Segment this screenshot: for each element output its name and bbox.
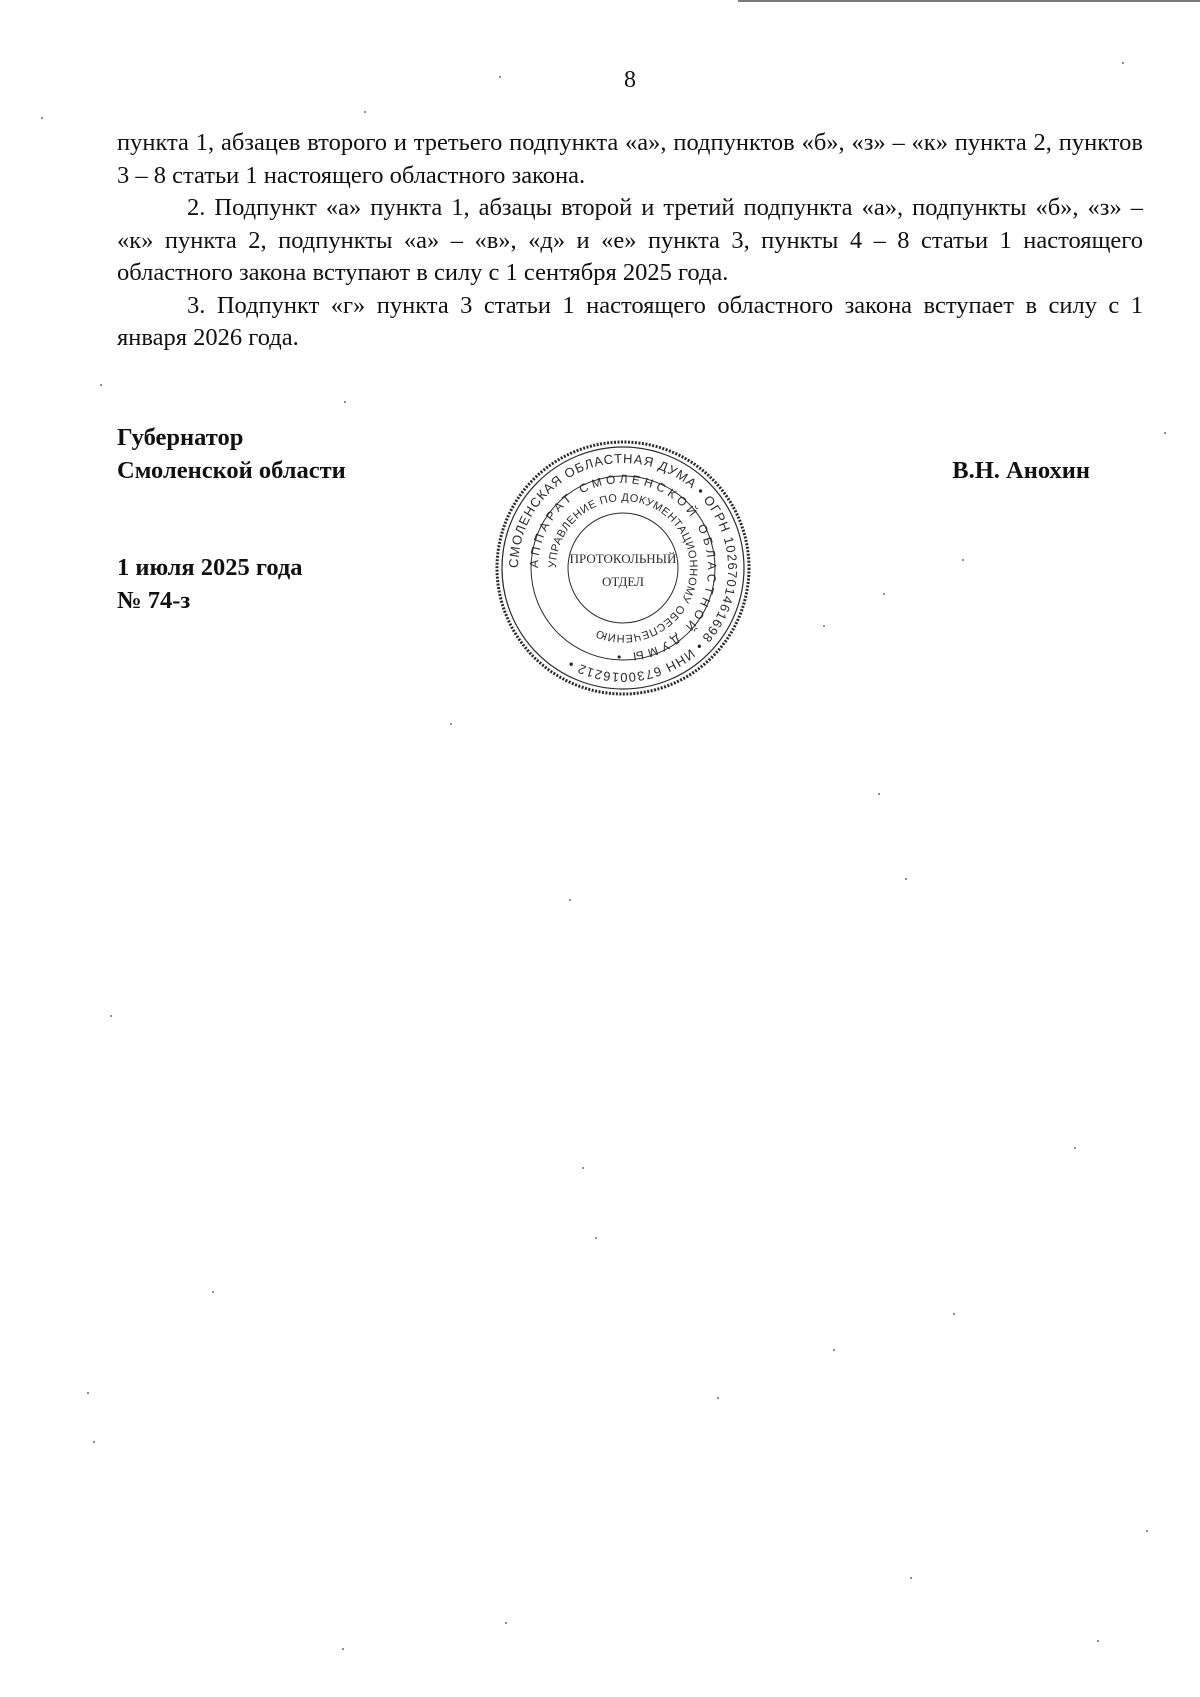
seal-graphic <box>494 439 752 697</box>
seal-center-line1: ПРОТОКОЛЬНЫЙ <box>569 551 677 566</box>
svg-text:УПРАВЛЕНИЕ ПО ДОКУМЕНТАЦИОННОМ <box>547 492 699 644</box>
paragraph-item-3: 3. Подпункт «г» пункта 3 статьи 1 настоящего областного закона вступает в силу с 1 января 2026 года. <box>117 291 1143 351</box>
signer-name: В.Н. Анохин <box>952 457 1090 484</box>
seal-inner-text: УПРАВЛЕНИЕ ПО ДОКУМЕНТАЦИОННОМУ ОБЕСПЕЧЕНИЮ <box>546 491 700 645</box>
signing-date: 1 июля 2025 года <box>117 554 303 581</box>
signer-title-line2: Смоленской области <box>117 457 346 484</box>
signer-title-line1: Губернатор <box>117 424 244 451</box>
law-text-body <box>117 127 1143 355</box>
seal-center-line2: ОТДЕЛ <box>602 574 644 589</box>
seal-outer-text: СМОЛЕНСКАЯ ОБЛАСТНАЯ ДУМА • ОГРН 1026701461698 • ИНН 6730016212 • <box>505 450 741 686</box>
official-seal <box>494 439 752 697</box>
page-number: 8 <box>624 67 636 93</box>
law-number: № 74-з <box>117 587 191 614</box>
seal-middle-text: АППАРАТ СМОЛЕНСКОЙ ОБЛАСТНОЙ ДУМЫ • <box>526 471 720 665</box>
paragraph-item-2: 2. Подпункт «а» пункта 1, абзацы второй и третий подпункта «а», подпункты «б», «з» – «к» пункта 2, подпункты «а» – «в», «д» и «е» пункта 3, пункты 4 – 8 статьи 1 настоящего областного закона вступают в силу с 1 сентября 2025 года. <box>117 194 1143 286</box>
signer-title-block <box>117 421 346 487</box>
paragraph-continuation: пункта 1, абзацев второго и третьего подпункта «а», подпунктов «б», «з» – «к» пункта 2, пунктов 3 – 8 статьи 1 настоящего областного закона. <box>117 129 1143 189</box>
svg-text:СМОЛЕНСКАЯ ОБЛАСТНАЯ ДУМА • ОГ <box>506 451 740 685</box>
signing-date-block <box>117 551 303 617</box>
